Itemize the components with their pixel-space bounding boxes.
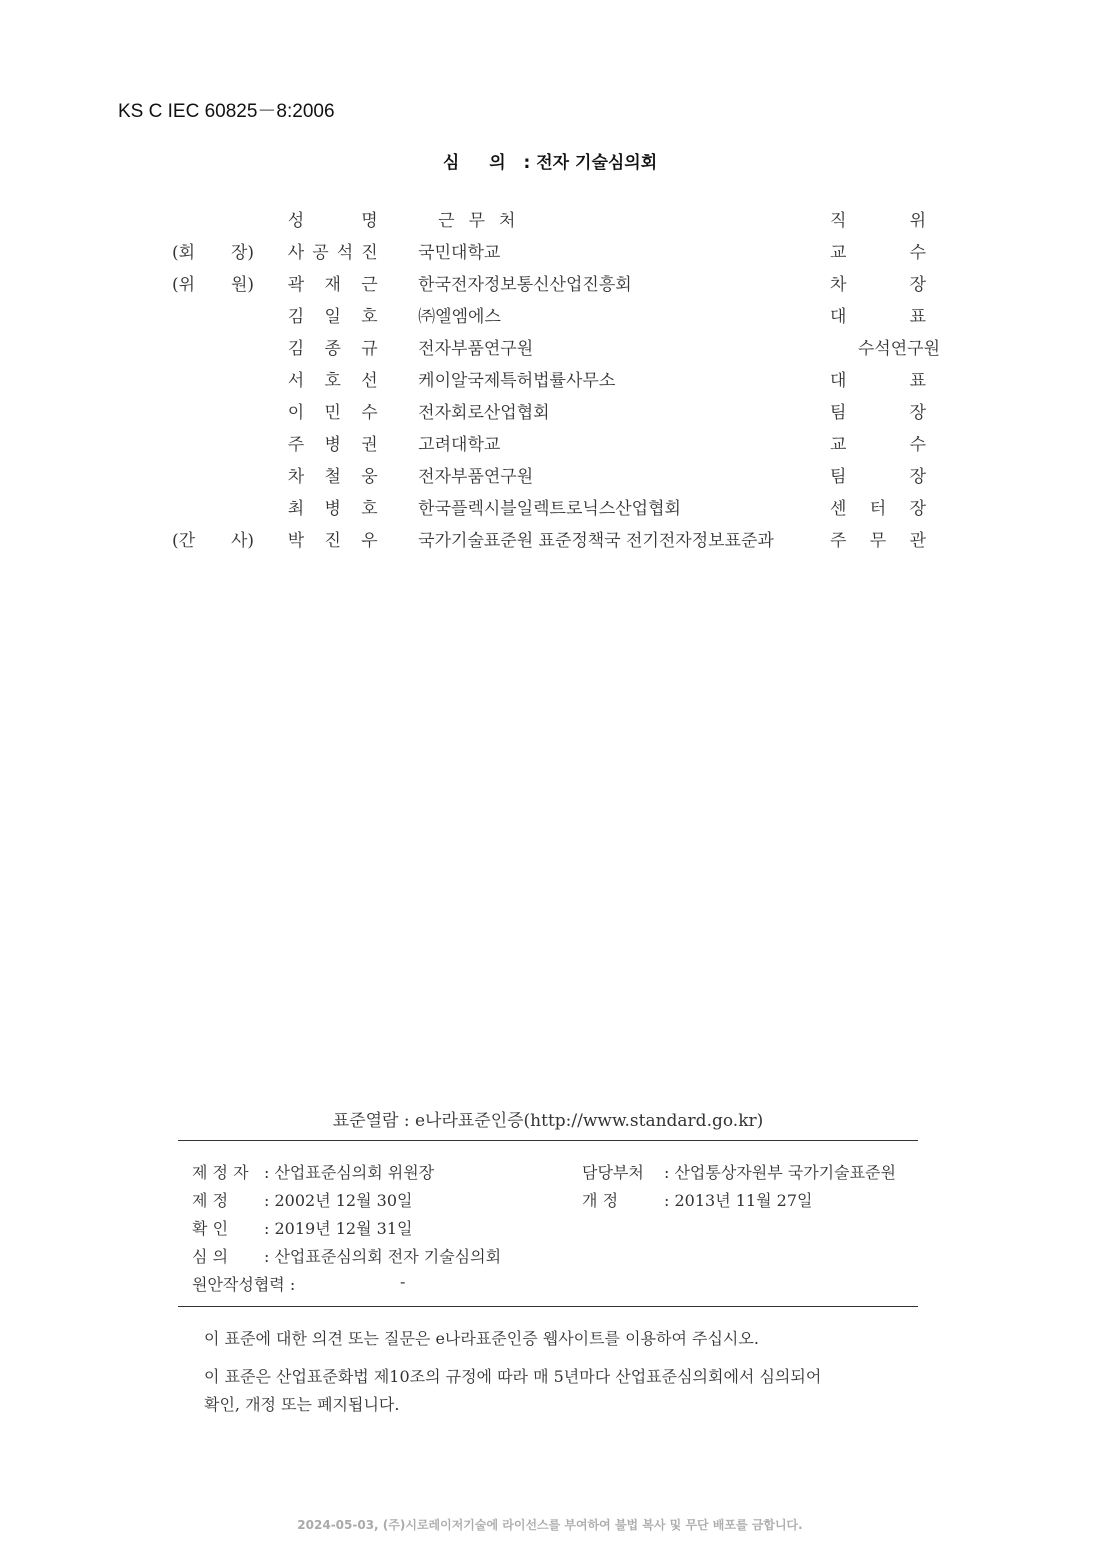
table-row bbox=[160, 490, 940, 522]
member-role-char: 사) bbox=[230, 530, 254, 551]
meta-confirm-date bbox=[192, 1216, 412, 1239]
member-position-char: 수 bbox=[909, 242, 927, 263]
table-header-row bbox=[160, 202, 940, 234]
member-position-char: 교 bbox=[830, 434, 847, 455]
committee-member-table bbox=[160, 202, 940, 554]
member-position bbox=[830, 334, 940, 359]
member-position-char: 관 bbox=[909, 530, 927, 551]
review-value: : 산업표준심의회 전자 기술심의회 bbox=[264, 1247, 502, 1266]
dept-label: 담당부처 bbox=[582, 1163, 644, 1182]
member-org: ㈜엘엠에스 bbox=[418, 306, 501, 327]
draft-value: - bbox=[400, 1272, 406, 1291]
meta-enact-date bbox=[192, 1188, 412, 1211]
member-role-cell bbox=[160, 426, 270, 458]
member-name-char: 김 bbox=[287, 338, 305, 359]
meta-department bbox=[582, 1160, 896, 1183]
enact-label-char: 제 bbox=[192, 1191, 208, 1210]
member-name bbox=[288, 398, 378, 423]
confirm-value: : 2019년 12월 31일 bbox=[264, 1219, 413, 1238]
header-org: 근무처 bbox=[438, 210, 530, 231]
member-name bbox=[288, 302, 378, 327]
member-name-char: 일 bbox=[324, 306, 341, 327]
member-name-char: 민 bbox=[324, 402, 341, 423]
member-name-char: 차 bbox=[287, 466, 305, 487]
member-name-char: 사 bbox=[287, 242, 305, 263]
member-name-char: 진 bbox=[324, 530, 341, 551]
member-name-char: 병 bbox=[324, 498, 341, 519]
member-role-char: (간 bbox=[172, 530, 196, 551]
member-position-char: 수석연구원 bbox=[857, 338, 940, 359]
member-position-char: 표 bbox=[909, 306, 927, 327]
member-name-char: 철 bbox=[324, 466, 341, 487]
member-name-char: 재 bbox=[324, 274, 341, 295]
member-position-cell bbox=[830, 234, 940, 266]
member-name-char: 우 bbox=[361, 530, 378, 551]
member-name-char: 진 bbox=[361, 242, 378, 263]
member-position bbox=[830, 238, 926, 263]
member-name bbox=[288, 270, 378, 295]
member-name-cell bbox=[270, 234, 402, 266]
member-position-char: 센 bbox=[830, 498, 847, 519]
title-label: 심 의 bbox=[442, 153, 518, 173]
divider-top bbox=[178, 1140, 918, 1141]
member-role-cell bbox=[160, 458, 270, 490]
member-role bbox=[172, 238, 254, 263]
table-row bbox=[160, 426, 940, 458]
member-role-cell bbox=[160, 394, 270, 426]
member-name-char: 수 bbox=[361, 402, 378, 423]
member-name-char: 박 bbox=[287, 530, 305, 551]
table-row bbox=[160, 458, 940, 490]
member-role-char: (회 bbox=[172, 242, 196, 263]
member-position-char: 장 bbox=[909, 402, 927, 423]
header-name-char: 성 bbox=[287, 210, 305, 231]
revise-label-char: 정 bbox=[602, 1191, 619, 1210]
member-name-char: 김 bbox=[287, 306, 305, 327]
member-role bbox=[172, 526, 254, 551]
member-position bbox=[830, 366, 926, 391]
table-row bbox=[160, 362, 940, 394]
page-title bbox=[0, 148, 1100, 173]
member-position-char: 대 bbox=[830, 370, 847, 391]
member-position-cell bbox=[830, 298, 940, 330]
member-position-char: 터 bbox=[869, 498, 887, 519]
member-org: 케이알국제특허법률사무소 bbox=[418, 370, 616, 391]
member-position bbox=[830, 302, 926, 327]
member-org: 국민대학교 bbox=[418, 242, 501, 263]
member-role-cell bbox=[160, 362, 270, 394]
member-position-char: 장 bbox=[909, 466, 927, 487]
member-org: 전자부품연구원 bbox=[418, 338, 534, 359]
member-name bbox=[288, 238, 378, 263]
member-position bbox=[830, 462, 926, 487]
member-position-cell bbox=[830, 362, 940, 394]
member-name-char: 공 bbox=[312, 242, 329, 263]
enact-value: : 2002년 12월 30일 bbox=[264, 1191, 413, 1210]
member-position-char: 장 bbox=[909, 498, 927, 519]
member-org: 전자부품연구원 bbox=[418, 466, 534, 487]
member-position-char: 무 bbox=[869, 530, 887, 551]
member-table-body bbox=[160, 202, 940, 554]
member-position-char: 장 bbox=[909, 274, 927, 295]
standard-code: KS C IEC 60825－8:2006 bbox=[118, 101, 335, 122]
divider-bottom bbox=[178, 1306, 918, 1307]
member-role-char: (위 bbox=[172, 274, 196, 295]
member-name-cell bbox=[270, 490, 402, 522]
member-position-cell bbox=[830, 330, 940, 362]
member-org: 전자회로산업협회 bbox=[418, 402, 550, 423]
member-name-cell bbox=[270, 266, 402, 298]
enactor-label: 제 정 자 bbox=[192, 1163, 249, 1182]
member-position bbox=[830, 430, 926, 455]
member-role-cell bbox=[160, 266, 270, 298]
member-position-cell bbox=[830, 458, 940, 490]
member-position bbox=[830, 526, 926, 551]
header-position bbox=[830, 206, 926, 231]
title-value: : 전자 기술심의회 bbox=[517, 153, 658, 173]
member-org: 국가기술표준원 표준정책국 전기전자정보표준과 bbox=[418, 530, 774, 551]
enactor-value: : 산업표준심의회 위원장 bbox=[264, 1163, 435, 1182]
member-name-cell bbox=[270, 426, 402, 458]
header-name-char: 명 bbox=[361, 210, 378, 231]
member-name-char: 호 bbox=[361, 498, 378, 519]
member-name bbox=[288, 494, 378, 519]
member-name bbox=[288, 462, 378, 487]
member-role-cell bbox=[160, 522, 270, 554]
member-name-char: 병 bbox=[324, 434, 341, 455]
member-name-char: 종 bbox=[324, 338, 341, 359]
member-position-char: 표 bbox=[909, 370, 927, 391]
license-footer: 2024-05-03, (주)시로레이저기술에 라이선스를 부여하여 불법 복사 및 무단 배포를 금합니다. bbox=[297, 1518, 803, 1532]
meta-enactor bbox=[192, 1160, 434, 1183]
confirm-label-char: 확 bbox=[192, 1219, 208, 1238]
member-position-char: 대 bbox=[830, 306, 847, 327]
member-name-char: 선 bbox=[361, 370, 378, 391]
member-position-char: 팀 bbox=[830, 466, 847, 487]
member-position-char: 수 bbox=[909, 434, 927, 455]
member-name-char: 근 bbox=[361, 274, 378, 295]
notice-review-line1: 이 표준은 산업표준화법 제10조의 규정에 따라 매 5년마다 산업표준심의회에서 심의되어 bbox=[204, 1367, 822, 1386]
member-role-char: 원) bbox=[230, 274, 254, 295]
member-position bbox=[830, 270, 926, 295]
member-name-cell bbox=[270, 458, 402, 490]
member-name-char: 이 bbox=[287, 402, 305, 423]
header-name bbox=[288, 206, 378, 231]
dept-value: : 산업통상자원부 국가기술표준원 bbox=[664, 1163, 896, 1182]
member-org: 한국전자정보통신산업진흥회 bbox=[418, 274, 632, 295]
header-role-cell bbox=[160, 202, 270, 234]
member-position bbox=[830, 494, 926, 519]
header-name-cell bbox=[270, 202, 402, 234]
member-name-char: 호 bbox=[324, 370, 341, 391]
table-row bbox=[160, 266, 940, 298]
table-row bbox=[160, 394, 940, 426]
member-position-cell bbox=[830, 426, 940, 458]
table-row bbox=[160, 330, 940, 362]
member-role bbox=[172, 270, 254, 295]
header-position-char: 직 bbox=[830, 210, 847, 231]
browse-info: 표준열람 : e나라표준인증(http://www.standard.go.kr) bbox=[332, 1111, 764, 1131]
table-row bbox=[160, 234, 940, 266]
member-name-cell bbox=[270, 362, 402, 394]
table-row bbox=[160, 298, 940, 330]
header-org-cell bbox=[402, 202, 830, 234]
member-role-cell bbox=[160, 490, 270, 522]
member-name-char: 웅 bbox=[361, 466, 378, 487]
enact-label-char: 정 bbox=[212, 1191, 229, 1210]
draft-label: 원안작성협력 : bbox=[192, 1275, 296, 1294]
member-name-char: 곽 bbox=[287, 274, 305, 295]
member-name-char: 최 bbox=[287, 498, 305, 519]
member-role-cell bbox=[160, 298, 270, 330]
revise-label-char: 개 bbox=[582, 1191, 598, 1210]
member-position-cell bbox=[830, 266, 940, 298]
member-name bbox=[288, 366, 378, 391]
revise-label bbox=[582, 1188, 658, 1211]
member-position-char: 주 bbox=[830, 530, 847, 551]
member-name-char: 석 bbox=[336, 242, 354, 263]
member-role-cell bbox=[160, 234, 270, 266]
member-name-char: 주 bbox=[287, 434, 305, 455]
review-label-char: 의 bbox=[212, 1247, 229, 1266]
notice-inquiry: 이 표준에 대한 의견 또는 질문은 e나라표준인증 웹사이트를 이용하여 주십시오. bbox=[204, 1329, 759, 1348]
member-name-char: 권 bbox=[361, 434, 378, 455]
member-name-char: 호 bbox=[361, 306, 378, 327]
confirm-label-char: 인 bbox=[212, 1219, 229, 1238]
member-name-cell bbox=[270, 394, 402, 426]
member-role-cell bbox=[160, 330, 270, 362]
member-position-char: 차 bbox=[830, 274, 847, 295]
member-name-cell bbox=[270, 522, 402, 554]
table-row bbox=[160, 522, 940, 554]
member-name-cell bbox=[270, 330, 402, 362]
member-position bbox=[830, 398, 926, 423]
notice-review-line2: 확인, 개정 또는 폐지됩니다. bbox=[204, 1395, 400, 1414]
member-position-char: 팀 bbox=[830, 402, 847, 423]
member-name-char: 서 bbox=[287, 370, 305, 391]
member-name bbox=[288, 526, 378, 551]
review-label bbox=[192, 1244, 258, 1267]
member-position-cell bbox=[830, 490, 940, 522]
enact-label bbox=[192, 1188, 258, 1211]
member-org: 한국플렉시블일렉트로닉스산업협회 bbox=[418, 498, 681, 519]
header-position-char: 위 bbox=[909, 210, 927, 231]
member-name bbox=[288, 430, 378, 455]
member-name bbox=[288, 334, 378, 359]
review-label-char: 심 bbox=[192, 1247, 208, 1266]
member-org: 고려대학교 bbox=[418, 434, 501, 455]
meta-revise-date bbox=[582, 1188, 812, 1211]
meta-draft bbox=[192, 1272, 405, 1295]
confirm-label bbox=[192, 1216, 258, 1239]
meta-review bbox=[192, 1244, 501, 1267]
member-position-cell bbox=[830, 394, 940, 426]
header-position-cell bbox=[830, 202, 940, 234]
member-position-cell bbox=[830, 522, 940, 554]
member-position-char: 교 bbox=[830, 242, 847, 263]
revise-value: : 2013년 11월 27일 bbox=[664, 1191, 813, 1210]
member-name-cell bbox=[270, 298, 402, 330]
member-role-char: 장) bbox=[230, 242, 254, 263]
member-name-char: 규 bbox=[361, 338, 378, 359]
